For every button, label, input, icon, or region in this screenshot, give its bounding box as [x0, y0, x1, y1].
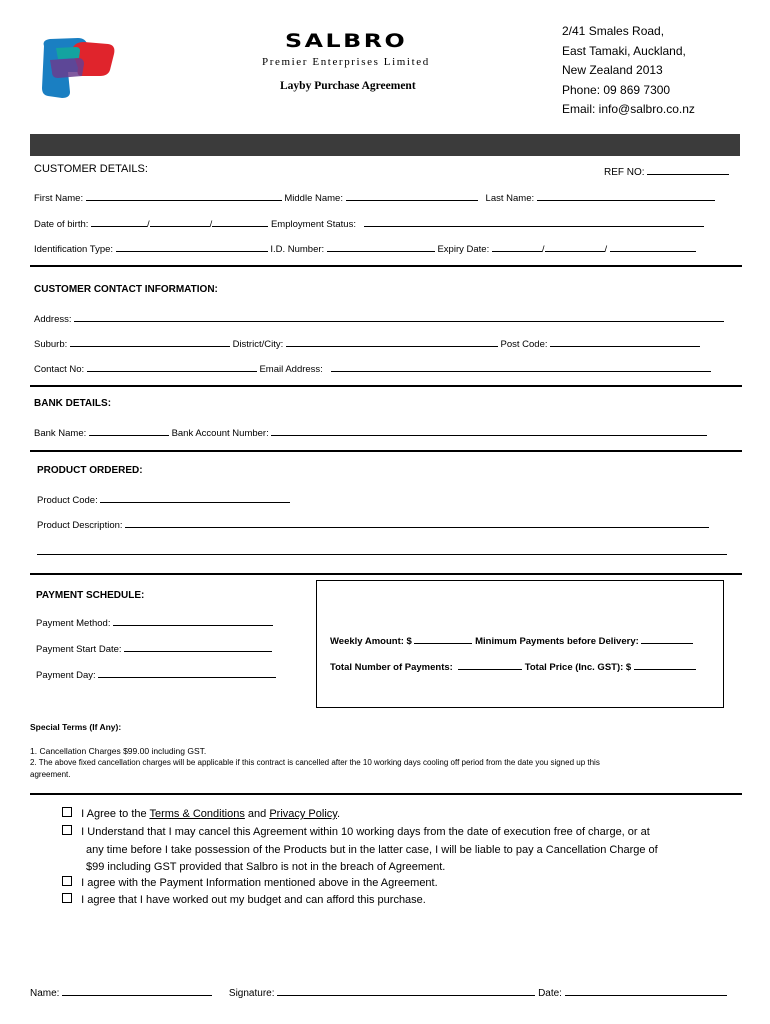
first-name-row: First Name: Middle Name: Last Name:: [34, 190, 715, 204]
product-code-row: Product Code:: [37, 492, 290, 506]
payment-heading: PAYMENT SCHEDULE:: [36, 590, 145, 601]
email-line: Email: info@salbro.co.nz: [562, 102, 695, 116]
name-field[interactable]: [62, 985, 212, 996]
agree-budget-checkbox[interactable]: [62, 893, 72, 903]
id-type-field[interactable]: [116, 241, 268, 252]
account-number-field[interactable]: [271, 425, 707, 436]
product-description-line2[interactable]: [37, 544, 727, 555]
bank-row: Bank Name: Bank Account Number:: [34, 425, 707, 439]
agreement-payment: I agree with the Payment Information mentioned above in the Agreement.: [62, 876, 438, 889]
payment-day-row: Payment Day:: [36, 667, 276, 681]
privacy-link[interactable]: Privacy Policy: [269, 808, 337, 820]
contact-row: Contact No: Email Address:: [34, 361, 711, 375]
total-payments-field[interactable]: [458, 659, 522, 670]
company-logo: [38, 36, 118, 100]
weekly-amount-field[interactable]: [414, 633, 472, 644]
payment-day-field[interactable]: [98, 667, 276, 678]
bank-heading: BANK DETAILS:: [34, 398, 112, 409]
id-number-field[interactable]: [327, 241, 435, 252]
middle-name-field[interactable]: [346, 190, 478, 201]
address-line: East Tamaki, Auckland,: [562, 43, 686, 58]
brand-wordmark: SALBRO: [285, 30, 408, 52]
address-line: New Zealand 2013: [562, 63, 663, 77]
ref-no: REF NO:: [604, 164, 729, 178]
divider: [30, 385, 742, 387]
product-code-field[interactable]: [100, 492, 290, 503]
address-field[interactable]: [74, 311, 724, 322]
product-heading: PRODUCT ORDERED:: [37, 465, 143, 476]
product-description-field[interactable]: [125, 517, 709, 528]
special-terms-heading: Special Terms (If Any):: [30, 722, 122, 732]
signature-row: Name: Signature: Date:: [30, 985, 727, 999]
employment-field[interactable]: [364, 216, 704, 227]
payment-start-row: Payment Start Date:: [36, 641, 272, 655]
address-line: 2/41 Smales Road,: [562, 24, 665, 38]
total-price-field[interactable]: [634, 659, 696, 670]
agreement-cancel: I Understand that I may cancel this Agreement within 10 working days from the date of execution free of charge, or at any time before I take possession of the Products but in the latter case, I will be liable to pay a Cancellation Charge of $99 including GST provided that Salbro is not in the breach of Agreement.: [62, 824, 658, 877]
phone-line: Phone: 09 869 7300: [562, 82, 671, 97]
min-payments-field[interactable]: [641, 633, 693, 644]
district-field[interactable]: [286, 336, 498, 347]
product-description-row: Product Description:: [37, 517, 709, 531]
payment-method-row: Payment Method:: [36, 615, 273, 629]
company-address: [562, 22, 695, 120]
address-row: Address:: [34, 311, 724, 325]
last-name-field[interactable]: [537, 190, 715, 201]
divider: [30, 265, 742, 267]
suburb-row: Suburb: District/City: Post Code:: [34, 336, 700, 350]
contact-heading: CUSTOMER CONTACT INFORMATION:: [34, 284, 218, 295]
payment-method-field[interactable]: [113, 615, 273, 626]
bank-name-field[interactable]: [89, 425, 169, 436]
email-field[interactable]: [331, 361, 711, 372]
header-bar: [30, 134, 740, 156]
signature-field[interactable]: [277, 985, 535, 996]
form-title: Layby Purchase Agreement: [280, 80, 416, 92]
agree-cancel-checkbox[interactable]: [62, 825, 72, 835]
first-name-field[interactable]: [86, 190, 282, 201]
agree-terms-checkbox[interactable]: [62, 807, 72, 817]
weekly-amount-row: Weekly Amount: $ Minimum Payments before Delivery:: [330, 633, 693, 647]
contact-no-field[interactable]: [87, 361, 257, 372]
customer-details-heading: CUSTOMER DETAILS:: [34, 163, 148, 175]
total-payments-row: Total Number of Payments: Total Price (Inc. GST): $: [330, 659, 696, 673]
divider: [30, 793, 742, 795]
post-code-field[interactable]: [550, 336, 700, 347]
dob-row: Date of birth: / / Employment Status:: [34, 216, 704, 230]
divider: [30, 573, 742, 575]
special-terms-line: agreement.: [30, 770, 71, 779]
terms-link[interactable]: Terms & Conditions: [149, 808, 245, 820]
special-terms-line: 2. The above fixed cancellation charges will be applicable if this contract is cancelled after the 10 working days cooling off period from the date you signed up this: [30, 758, 600, 767]
special-terms-line: 1. Cancellation Charges $99.00 including GST.: [30, 746, 207, 756]
company-name: Premier Enterprises Limited: [262, 56, 430, 68]
id-row: Identification Type: I.D. Number: Expiry Date: / /: [34, 241, 696, 255]
suburb-field[interactable]: [70, 336, 230, 347]
agreement-terms: I Agree to the Terms & Conditions and Privacy Policy.: [62, 807, 340, 820]
agree-payment-checkbox[interactable]: [62, 876, 72, 886]
agreement-budget: I agree that I have worked out my budget and can afford this purchase.: [62, 893, 426, 906]
date-field[interactable]: [565, 985, 727, 996]
payment-start-field[interactable]: [124, 641, 272, 652]
divider: [30, 450, 742, 452]
